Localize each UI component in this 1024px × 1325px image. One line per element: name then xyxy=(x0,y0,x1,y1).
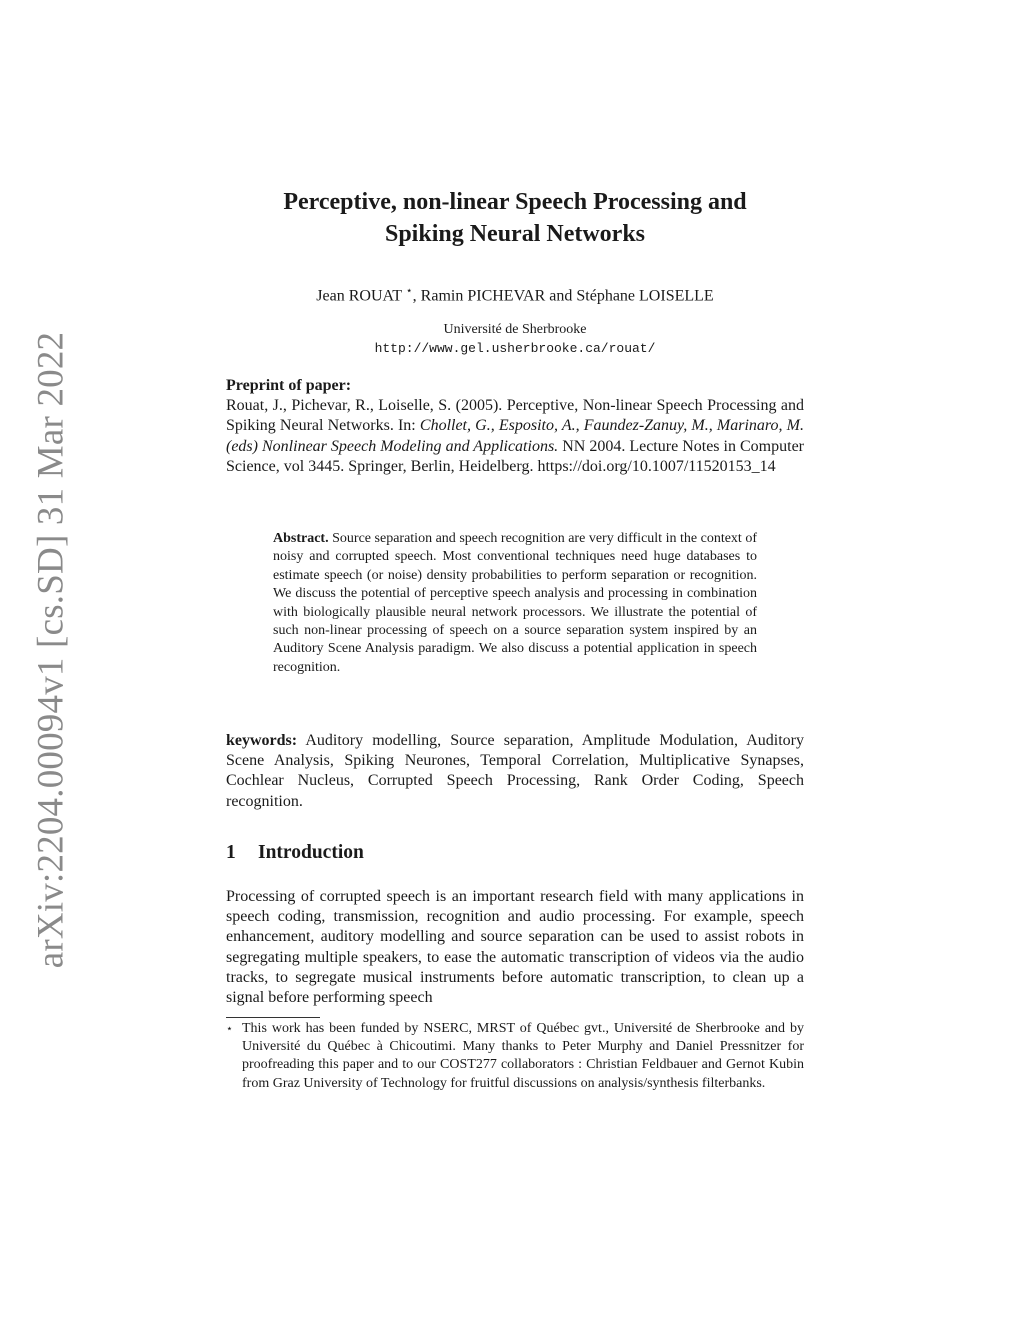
keywords-label: keywords: xyxy=(226,732,298,749)
abstract xyxy=(273,530,757,677)
intro-paragraph: Processing of corrupted speech is an important research field with many applications in speech coding, transmission, recognition and audio processing. For example, speech enhancement, auditory modelling and source separation can be used to assist robots in segregating multiple speakers, to ease the automatic transcription of videos via the audio tracks, to segregate musical instruments before automatic transcription, to clean up a signal before performing speech xyxy=(226,888,804,1007)
footnote-text: This work has been funded by NSERC, MRST of Québec gvt., Université de Sherbrooke and by Université du Québec à Chicoutimi. Many thanks to Peter Murphy and Daniel Pressnitzer for proofreading this paper and to our COST277 collaborators : Christian Feldbauer and Gernot Kubin from Graz University of Technology for fruitful discussions on analysis/synthesis filterbanks. xyxy=(242,1021,804,1091)
keywords xyxy=(226,731,804,812)
preprint-note xyxy=(226,376,804,477)
preprint-citation-editors: Chollet, G., Esposito, A., Faundez-Zanuy, M., Marinaro, M. (eds) Nonlinear Speech Modeling and Applications. xyxy=(226,417,804,455)
footnote-divider xyxy=(226,1017,320,1018)
arxiv-identifier: arXiv:2204.00094v1 [cs.SD] 31 Mar 2022 xyxy=(30,331,72,969)
author-first: Jean ROUAT xyxy=(316,287,402,305)
title-line-2: Spiking Neural Networks xyxy=(384,221,646,247)
affiliation xyxy=(226,320,804,358)
preprint-label: Preprint of paper: xyxy=(226,377,352,394)
footnote-mark: ⋆ xyxy=(226,1023,233,1035)
preprint-citation-start: Rouat, J., Pichevar, R., Loiselle, S. (2005). Perceptive, Non-linear Speech Processing and Spiking Neural Networks. In: xyxy=(226,397,804,435)
abstract-text: Source separation and speech recognition are very difficult in the context of noisy and corrupted speech. Most conventional techniques need huge databases to estimate speech (or noise) density probabilities to perform separation or recognition. We discuss the potential of perceptive speech analysis and processing in combination with biologically plausible neural network processors. We illustrate the potential of such non-linear processing of speech on a source separation system inspired by an Auditory Scene Analysis paradigm. We also discuss a potential application in speech recognition. xyxy=(273,531,757,675)
author-list xyxy=(226,284,804,305)
author-rest: , Ramin PICHEVAR and Stéphane LOISELLE xyxy=(412,287,714,305)
paper-title xyxy=(226,186,804,250)
section-number: 1 xyxy=(226,842,236,863)
abstract-label: Abstract. xyxy=(273,531,329,546)
section-heading xyxy=(226,842,364,864)
keywords-text: Auditory modelling, Source separation, Amplitude Modulation, Auditory Scene Analysis, Spiking Neurones, Temporal Correlation, Multiplicative Synapses, Cochlear Nucleus, Corrupted Speech Processing, Rank Order Coding, Speech recognition. xyxy=(226,732,804,810)
affiliation-url[interactable]: http://www.gel.usherbrooke.ca/rouat/ xyxy=(374,341,656,356)
footnote xyxy=(226,1020,804,1093)
section-title: Introduction xyxy=(258,842,364,863)
preprint-citation-end: NN 2004. Lecture Notes in Computer Science, vol 3445. Springer, Berlin, Heidelberg. https://doi.org/10.1007/11520153_14 xyxy=(226,437,804,475)
author-footnote-mark: ⋆ xyxy=(405,285,413,297)
affiliation-name: Université de Sherbrooke xyxy=(443,322,587,337)
title-line-1: Perceptive, non-linear Speech Processing and xyxy=(283,189,747,215)
